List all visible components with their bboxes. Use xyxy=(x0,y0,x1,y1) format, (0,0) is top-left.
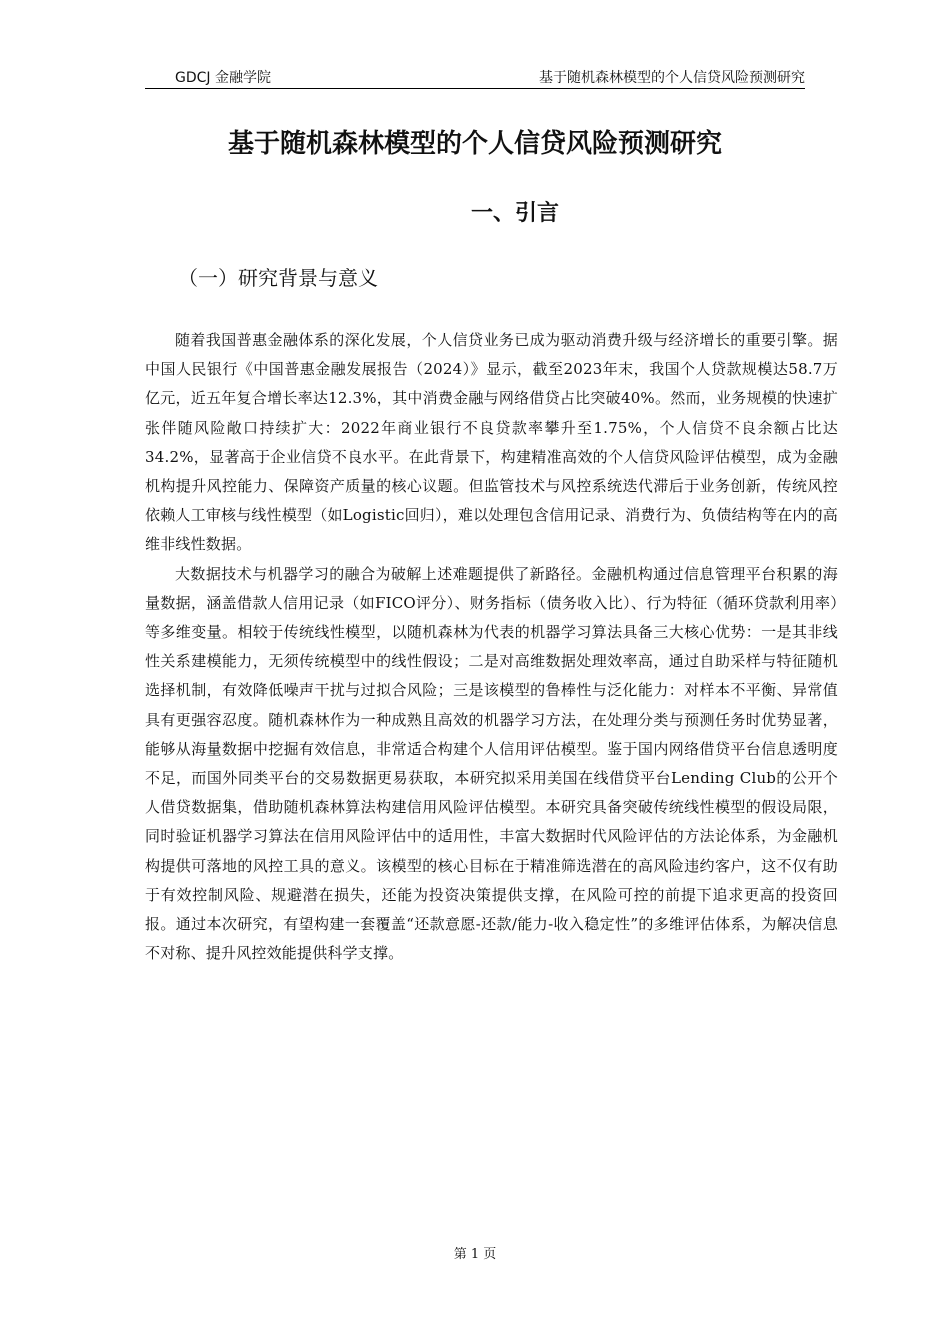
running-header xyxy=(145,66,805,89)
paragraph-1: 随着我国普惠金融体系的深化发展，个人信贷业务已成为驱动消费升级与经济增长的重要引擎。据中国人民银行《中国普惠金融发展报告（2024）》显示，截至2023年末，我国个人贷款规模达58.7万亿元，近五年复合增长率达12.3%，其中消费金融与网络借贷占比突破40%。然而，业务规模的快速扩张伴随风险敞口持续扩大：2022年商业银行不良贷款率攀升至1.75%，个人信贷不良余额占比达34.2%，显著高于企业信贷不良水平。在此背景下，构建精准高效的个人信贷风险评估模型，成为金融机构提升风控能力、保障资产质量的核心议题。但监管技术与风控系统迭代滞后于业务创新，传统风控依赖人工审核与线性模型（如Logistic回归），难以处理包含信用记录、消费行为、负债结构等在内的高维非线性数据。 xyxy=(145,331,838,554)
page-number: 第 1 页 xyxy=(453,1247,497,1262)
body-text xyxy=(145,326,838,968)
paragraph-2: 大数据技术与机器学习的融合为破解上述难题提供了新路径。金融机构通过信息管理平台积累的海量数据，涵盖借款人信用记录（如FICO评分）、财务指标（债务收入比）、行为特征（循环贷款利用率）等多维变量。相较于传统线性模型，以随机森林为代表的机器学习算法具备三大核心优势：一是其非线性关系建模能力，无须传统模型中的线性假设；二是对高维数据处理效率高，通过自助采样与特征随机选择机制，有效降低噪声干扰与过拟合风险；三是该模型的鲁棒性与泛化能力：对样本不平衡、异常值具有更强容忍度。随机森林作为一种成熟且高效的机器学习方法，在处理分类与预测任务时优势显著，能够从海量数据中挖掘有效信息，非常适合构建个人信用评估模型。鉴于国内网络借贷平台信息透明度不足，而国外同类平台的交易数据更易获取，本研究拟采用美国在线借贷平台Lending Club的公开个人借贷数据集，借助随机森林算法构建信用风险评估模型。本研究具备突破传统线性模型的假设局限，同时验证机器学习算法在信用风险评估中的适用性，丰富大数据时代风险评估的方法论体系，为金融机构提供可落地的风控工具的意义。该模型的核心目标在于精准筛选潜在的高风险违约客户，这不仅有助于有效控制风险、规避潜在损失，还能为投资决策提供支撑，在风险可控的前提下追求更高的投资回报。通过本次研究，有望构建一套覆盖“还款意愿-还款/能力-收入稳定性”的多维评估体系，为解决信息不对称、提升风控效能提供科学支撑。 xyxy=(145,564,838,963)
paper-title: 基于随机森林模型的个人信贷风险预测研究 xyxy=(227,129,722,159)
header-institution: GDCJ 金融学院 xyxy=(175,70,271,86)
header-paper-title: 基于随机森林模型的个人信贷风险预测研究 xyxy=(539,70,805,86)
section-heading: 一、引言 xyxy=(470,201,559,226)
subsection-heading: （一）研究背景与意义 xyxy=(178,266,378,290)
